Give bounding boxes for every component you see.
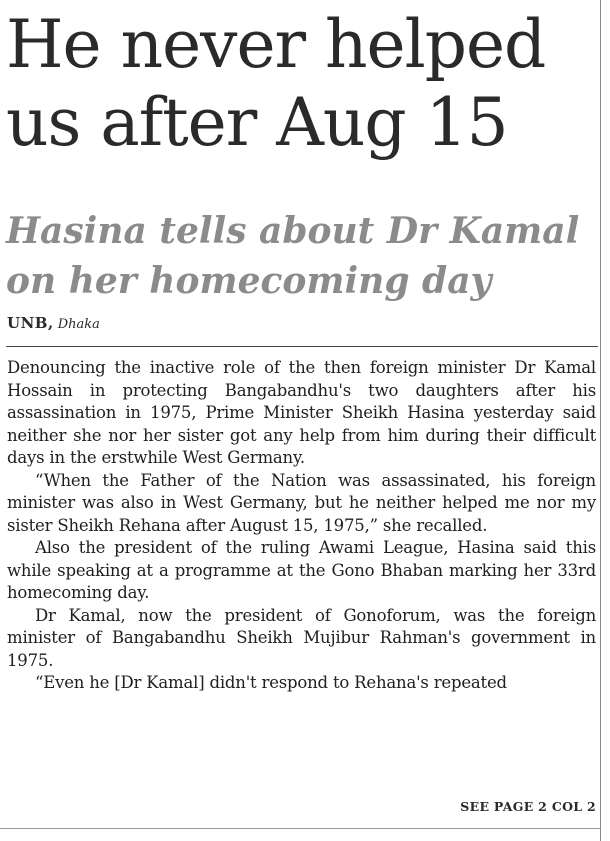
paragraph: “Even he [Dr Kamal] didn't respond to Rehana's repeated xyxy=(35,673,507,692)
paragraph: Dr Kamal, now the president of Gonoforum, was the foreign minister of Bangabandhu Sheikh Mujibur Rahman's government in 1975. xyxy=(7,605,596,670)
subheadline: Hasina tells about Dr Kamal on her homecoming day xyxy=(6,210,580,302)
continuation-note: SEE PAGE 2 COL 2 xyxy=(460,799,596,814)
byline xyxy=(7,314,100,332)
clipping-edge-right xyxy=(600,0,601,841)
clipping-edge-bottom xyxy=(0,828,601,829)
paragraph: Also the president of the ruling Awami League, Hasina said this while speaking at a programme at the Gono Bhaban marking her 33rd homecoming day. xyxy=(7,538,596,602)
article-body xyxy=(7,357,596,695)
paragraph: “When the Father of the Nation was assassinated, his foreign minister was also in West Germany, but he neither helped me nor my sister Sheikh Rehana after August 15, 1975,” she recalled. xyxy=(7,470,596,535)
byline-location: Dhaka xyxy=(57,317,100,332)
headline: He never helped us after Aug 15 xyxy=(6,6,546,161)
paragraph: Denouncing the inactive role of the then foreign minister Dr Kamal Hossain in protecting Bangabandhu's two daughters after his assassination in 1975, Prime Minister Sheikh Hasina yesterday said neither she nor her sister got any help from him during their difficult days in the erstwhile West Germany. xyxy=(7,358,596,467)
byline-divider xyxy=(6,346,598,347)
byline-agency: UNB, xyxy=(7,314,54,332)
